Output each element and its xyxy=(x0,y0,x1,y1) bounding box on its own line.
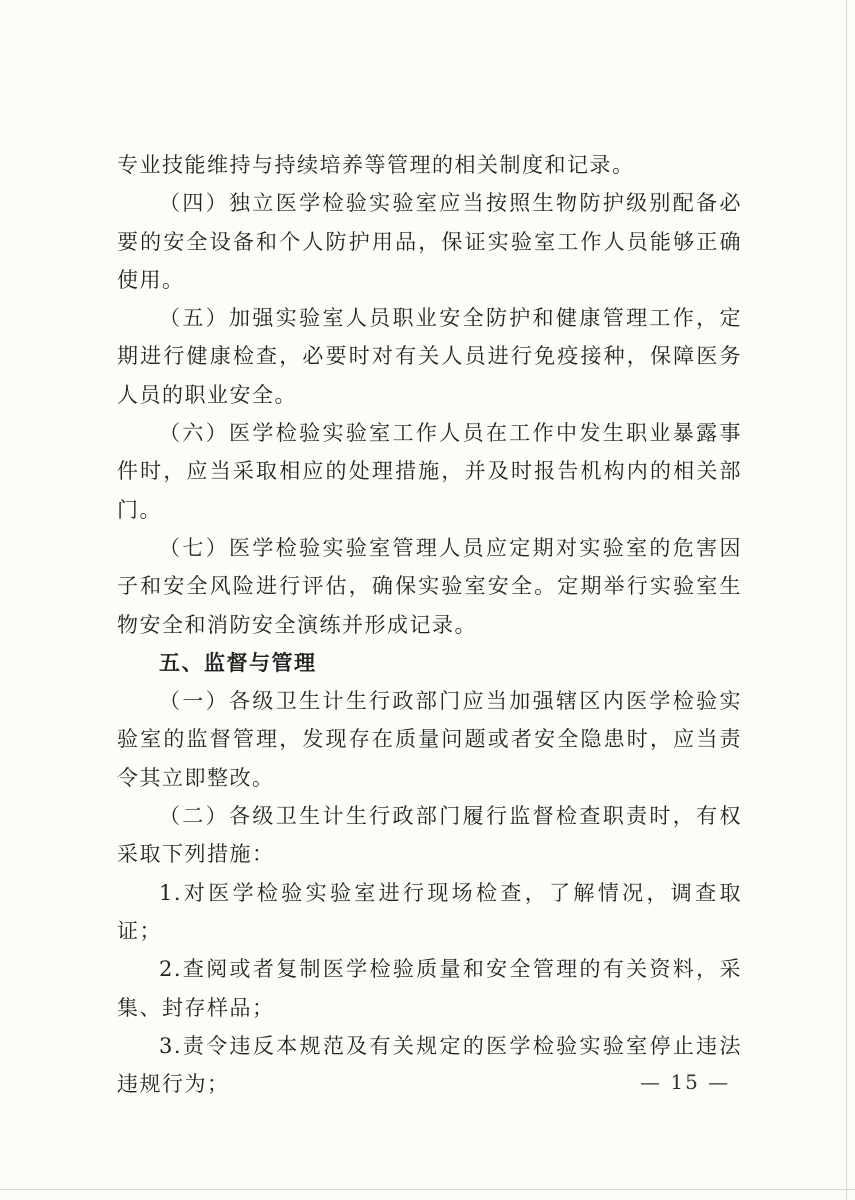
page-edge-bottom xyxy=(0,1189,855,1190)
page-number: — 15 — xyxy=(640,1070,731,1094)
section-heading: 五、监督与管理 xyxy=(159,650,317,675)
paragraph-item-7: （七）医学检验实验室管理人员应定期对实验室的危害因子和安全风险进行评估，确保实验室安全。定期举行实验室生物安全和消防安全演练并形成记录。 xyxy=(117,535,742,637)
list-item-2: 2.查阅或者复制医学检验质量和安全管理的有关资料，采集、封存样品； xyxy=(117,957,742,1020)
page-edge-right xyxy=(846,0,847,1200)
paragraph-supervision-2: （二）各级卫生计生行政部门履行监督检查职责时，有权采取下列措施： xyxy=(117,804,742,867)
paragraph-item-5: （五）加强实验室人员职业安全防护和健康管理工作，定期进行健康检查，必要时对有关人员进行免疫接种，保障医务人员的职业安全。 xyxy=(117,306,742,407)
body-text xyxy=(117,146,742,1103)
paragraph-supervision-1: （一）各级卫生计生行政部门应当加强辖区内医学检验实验室的监督管理，发现存在质量问题或者安全隐患时，应当责令其立即整改。 xyxy=(117,689,742,790)
list-item-3: 3.责令违反本规范及有关规定的医学检验实验室停止违法违规行为； xyxy=(117,1033,742,1097)
list-item-1: 1.对医学检验实验室进行现场检查，了解情况，调查取证； xyxy=(117,880,742,943)
paragraph-item-4: （四）独立医学检验实验室应当按照生物防护级别配备必要的安全设备和个人防护用品，保证实验室工作人员能够正确使用。 xyxy=(117,191,742,292)
paragraph-continuation: 专业技能维持与持续培养等管理的相关制度和记录。 xyxy=(117,153,635,177)
paragraph-item-6: （六）医学检验实验室工作人员在工作中发生职业暴露事件时，应当采取相应的处理措施，并及时报告机构内的相关部门。 xyxy=(117,421,742,522)
